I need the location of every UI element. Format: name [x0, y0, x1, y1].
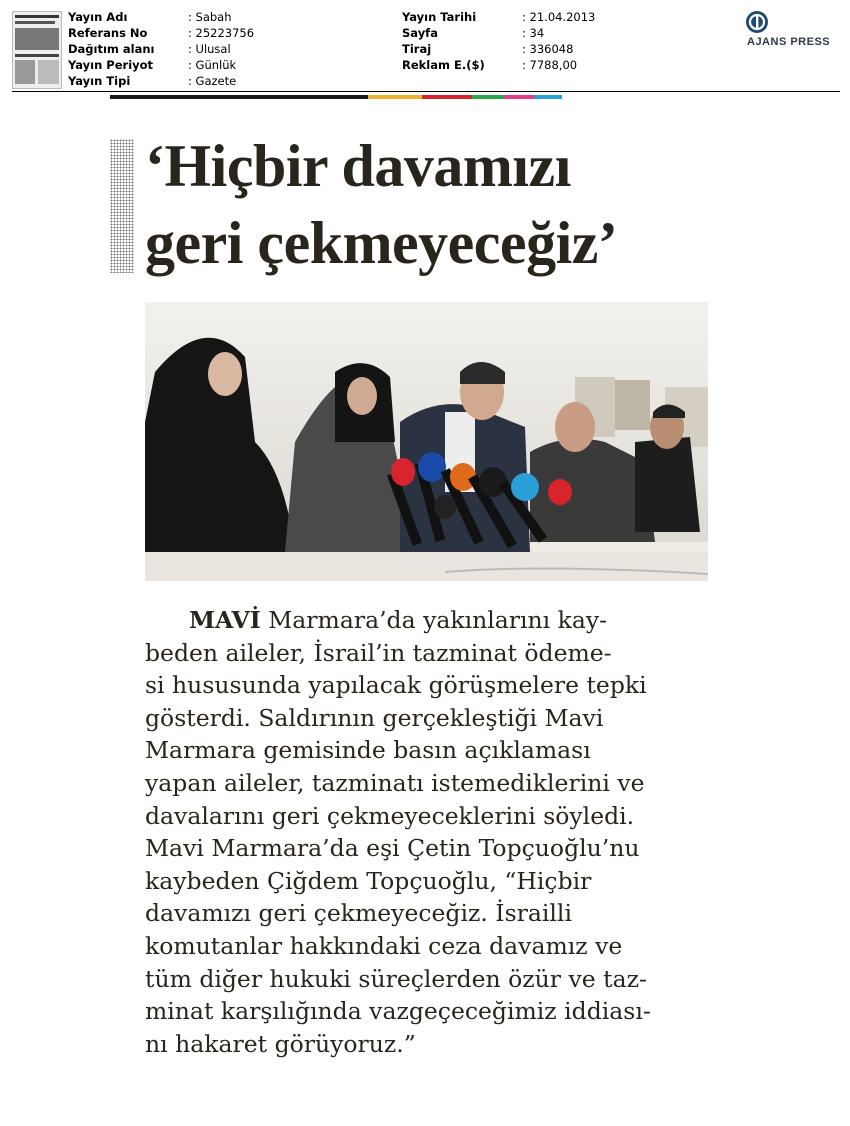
- body-line: [145, 604, 715, 637]
- article-photo: [145, 302, 708, 581]
- meta-row: [402, 41, 595, 57]
- meta-label: Yayın Adı: [68, 10, 128, 24]
- meta-row: [68, 57, 254, 73]
- meta-row: [402, 57, 595, 73]
- ajans-press-logo[interactable]: [740, 10, 840, 50]
- meta-label: Referans No: [68, 26, 148, 40]
- lead-word: MAVİ: [189, 606, 261, 634]
- body-line: tüm diğer hukuki süreçlerden özür ve taz-: [145, 964, 647, 993]
- meta-value: : Gazete: [188, 74, 237, 88]
- meta-label: Sayfa: [402, 26, 438, 40]
- body-line: Marmara gemisinde basın açıklaması: [145, 736, 591, 765]
- meta-label: Tiraj: [402, 42, 432, 56]
- body-line: davamızı geri çekmeyeceğiz. İsrailli: [145, 899, 572, 928]
- body-line: minat karşılığında vazgeçeceğimiz iddiası-: [145, 997, 651, 1026]
- color-bar-segment: [110, 95, 368, 99]
- meta-value: : 25223756: [188, 26, 255, 40]
- body-line: yapan aileler, tazminatı istemediklerini ve: [145, 768, 645, 797]
- body-line: kaybeden Çiğdem Topçuoğlu, “Hiçbir: [145, 866, 592, 895]
- body-line: gösterdi. Saldırının gerçekleştiği Mavi: [145, 703, 604, 732]
- meta-value: : 21.04.2013: [522, 10, 596, 24]
- headline-line: ‘Hiçbir davamızı: [145, 133, 571, 199]
- body-line-text: Marmara’da yakınlarını kay-: [260, 606, 608, 634]
- meta-value: : 336048: [522, 42, 574, 56]
- meta-value: : 34: [522, 26, 545, 40]
- meta-value: : 7788,00: [522, 58, 578, 72]
- meta-value: : Günlük: [188, 58, 237, 72]
- color-bar-segment: [534, 95, 562, 99]
- headline-line: geri çekmeyeceğiz’: [145, 210, 618, 276]
- color-bar-segment: [504, 95, 534, 99]
- body-line: Mavi Marmara’da eşi Çetin Topçuoğlu’nu: [145, 834, 640, 863]
- color-bar: [110, 95, 562, 99]
- meta-label: Yayın Periyot: [68, 58, 154, 72]
- body-line: beden aileler, İsrail’in tazminat ödeme-: [145, 638, 612, 667]
- meta-row: [402, 9, 595, 25]
- publication-info-right: [402, 9, 595, 73]
- logo-text: AJANS PRESS: [747, 36, 831, 48]
- meta-label: Dağıtım alanı: [68, 42, 155, 56]
- newspaper-thumbnail[interactable]: [12, 11, 62, 89]
- publication-info-left: [68, 9, 254, 89]
- clipping-header: [0, 0, 850, 92]
- body-line: komutanlar hakkındaki ceza davamız ve: [145, 931, 623, 960]
- meta-label: Yayın Tarihi: [402, 10, 477, 24]
- meta-row: [68, 25, 254, 41]
- ajans-press-logo-icon: [745, 10, 769, 34]
- meta-row: [68, 9, 254, 25]
- body-line: nı hakaret görüyoruz.”: [145, 1029, 416, 1058]
- meta-label: Reklam E.($): [402, 58, 485, 72]
- color-bar-segment: [422, 95, 472, 99]
- article-headline: [145, 128, 725, 282]
- meta-label: Yayın Tipi: [68, 74, 131, 88]
- article-body: [145, 604, 715, 1060]
- body-line: davalarını geri çekmeyeceklerini söyledi.: [145, 801, 635, 830]
- color-bar-segment: [472, 95, 504, 99]
- meta-value: : Ulusal: [188, 42, 231, 56]
- meta-value: : Sabah: [188, 10, 232, 24]
- meta-row: [402, 25, 595, 41]
- color-bar-segment: [368, 95, 422, 99]
- header-divider: [12, 91, 840, 92]
- body-line: si hususunda yapılacak görüşmelere tepki: [145, 671, 647, 700]
- meta-row: [68, 73, 254, 89]
- headline-dotted-bar: [110, 139, 134, 273]
- meta-row: [68, 41, 254, 57]
